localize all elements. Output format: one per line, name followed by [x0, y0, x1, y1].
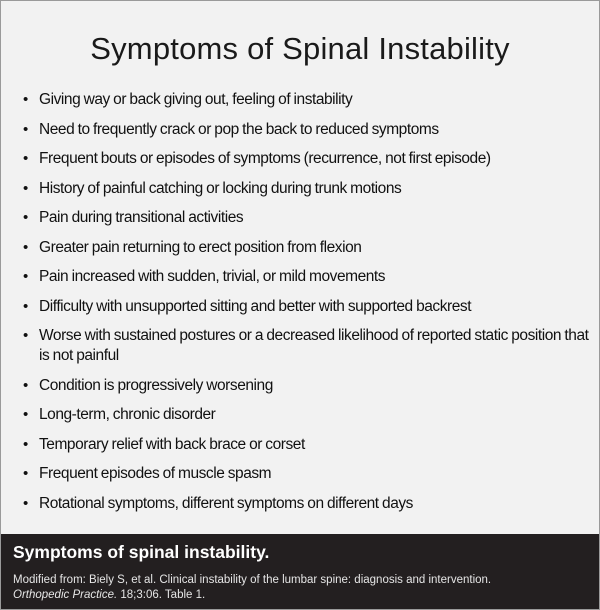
- list-item: [23, 149, 593, 169]
- bullet-icon: •: [23, 327, 28, 344]
- list-item: [23, 120, 593, 140]
- list-item-text: Greater pain returning to erect position from flexion: [39, 238, 362, 256]
- list-item-text: Giving way or back giving out, feeling of instability: [39, 91, 353, 108]
- list-item-text: History of painful catching or locking during trunk motions: [39, 179, 402, 197]
- list-item-text: Long-term, chronic disorder: [39, 406, 216, 423]
- list-item: [23, 179, 593, 199]
- bullet-icon: •: [23, 465, 28, 482]
- list-item-text: Condition is progressively worsening: [39, 376, 273, 394]
- list-item: [23, 267, 593, 287]
- caption-source: [13, 573, 587, 603]
- bullet-icon: •: [23, 238, 28, 256]
- list-item-text: Pain during transitional activities: [39, 209, 244, 226]
- source-citation-line1: Modified from: Biely S, et al. Clinical instability of the lumbar spine: diagnosis and intervention.: [13, 574, 492, 586]
- bullet-icon: •: [23, 209, 28, 226]
- bullet-icon: •: [23, 268, 28, 285]
- list-item-text: Frequent episodes of muscle spasm: [39, 465, 272, 482]
- bullet-icon: •: [23, 494, 28, 512]
- bullet-icon: •: [23, 297, 28, 315]
- source-citation-line2: 18;3:06. Table 1.: [117, 589, 206, 601]
- list-item: [23, 208, 593, 228]
- list-item: [23, 464, 593, 484]
- page-title: Symptoms of Spinal Instability: [90, 31, 510, 66]
- bullet-icon: •: [23, 376, 28, 394]
- list-item-text: Temporary relief with back brace or corset: [39, 435, 305, 453]
- list-item-text: Rotational symptoms, different symptoms on different days: [39, 494, 413, 512]
- list-item: [23, 326, 593, 366]
- list-item-text: Difficulty with unsupported sitting and better with supported backrest: [39, 297, 472, 315]
- bullet-icon: •: [23, 91, 28, 108]
- source-journal-name: Orthopedic Practice.: [13, 589, 118, 601]
- list-item: [23, 435, 593, 455]
- list-item: [23, 90, 593, 110]
- list-item: [23, 238, 593, 258]
- list-item: [23, 494, 593, 514]
- list-item: [23, 376, 593, 396]
- bullet-icon: •: [23, 435, 28, 453]
- list-item: [23, 297, 593, 317]
- caption-bar: [1, 534, 599, 609]
- list-item-text: Frequent bouts or episodes of symptoms (recurrence, not first episode): [39, 150, 491, 167]
- bullet-icon: •: [23, 120, 28, 138]
- list-item-text: Need to frequently crack or pop the back to reduced symptoms: [39, 120, 439, 138]
- symptom-list: [23, 90, 593, 523]
- bullet-icon: •: [23, 406, 28, 423]
- bullet-icon: •: [23, 179, 28, 197]
- bullet-icon: •: [23, 150, 28, 167]
- list-item-text: Worse with sustained postures or a decreased likelihood of reported static position that is not painful: [39, 327, 589, 364]
- caption-title: Symptoms of spinal instability.: [13, 542, 270, 562]
- list-item: [23, 405, 593, 425]
- list-item-text: Pain increased with sudden, trivial, or mild movements: [39, 268, 386, 285]
